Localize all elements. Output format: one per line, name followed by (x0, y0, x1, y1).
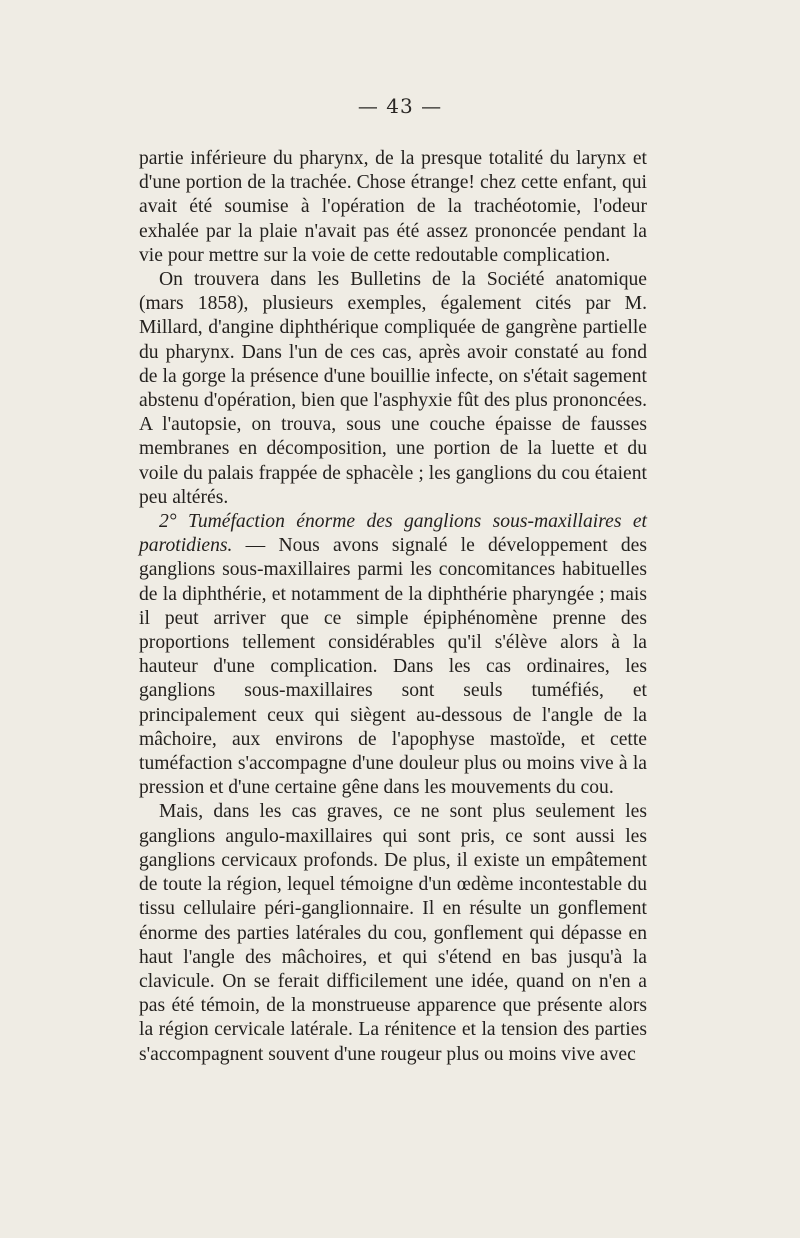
body-text (139, 147, 647, 1067)
paragraph-1: partie inférieure du pharynx, de la presque totalité du larynx et d'une portion de la trachée. Chose étrange! chez cette enfant, qui avait été soumise à l'opération de la trachéotomie, l'odeur exhalée par la plaie n'avait pas été assez prononcée pendant la vie pour mettre sur la voie de cette redoutable complication. (139, 148, 647, 266)
paragraph-4: Mais, dans les cas graves, ce ne sont plus seulement les ganglions angulo-maxillaires qui sont pris, ce sont aussi les ganglions cervicaux profonds. De plus, il existe un empâtement de toute la région, lequel témoigne d'un œdème incontestable du tissu cellulaire péri-ganglionnaire. Il en résulte un gonflement énorme des parties latérales du cou, gonflement qui dépasse en haut l'angle des mâchoires, et qui s'étend en bas jusqu'à la clavicule. On se ferait difficilement une idée, quand on n'en a pas été témoin, de la monstrueuse apparence que présente alors la région cervicale latérale. La rénitence et la tension des parties s'accompagnent souvent d'une rougeur plus ou moins vive avec (139, 801, 647, 1065)
paragraph-3-text: — Nous avons signalé le développement des ganglions sous-maxillaires parmi les concomitances habituelles de la diphthérie, et notamment de la diphthérie pharyngée ; mais il peut arriver que ce simple épiphénomène prenne des proportions tellement considérables qu'il s'élève alors à la hauteur d'une complication. Dans les cas ordinaires, les ganglions sous-maxillaires sont seuls tuméfiés, et principalement ceux qui siègent au-dessous de l'angle de la mâchoire, aux environs de l'apophyse mastoïde, et cette tuméfaction s'accompagne d'une douleur plus ou moins vive à la pression et d'une certaine gêne dans les mouvements du cou. (139, 535, 647, 799)
section-heading: 2° Tuméfaction énorme des ganglions sous-maxillaires et parotidiens. (139, 511, 647, 557)
paragraph-2: On trouvera dans les Bulletins de la Société anatomique (mars 1858), plusieurs exemples, également cités par M. Millard, d'angine diphthérique compliquée de gangrène partielle du pharynx. Dans l'un de ces cas, après avoir constaté au fond de la gorge la présence d'une bouillie infecte, on s'était sagement abstenu d'opération, bien que l'asphyxie fût des plus prononcées. A l'autopsie, on trouva, sous une couche épaisse de fausses membranes en décomposition, une portion de la luette et du voile du palais frappée de sphacèle ; les ganglions du cou étaient peu altérés. (139, 269, 647, 508)
page-number: — 43 — (357, 94, 443, 118)
paragraph-3 (139, 510, 647, 800)
